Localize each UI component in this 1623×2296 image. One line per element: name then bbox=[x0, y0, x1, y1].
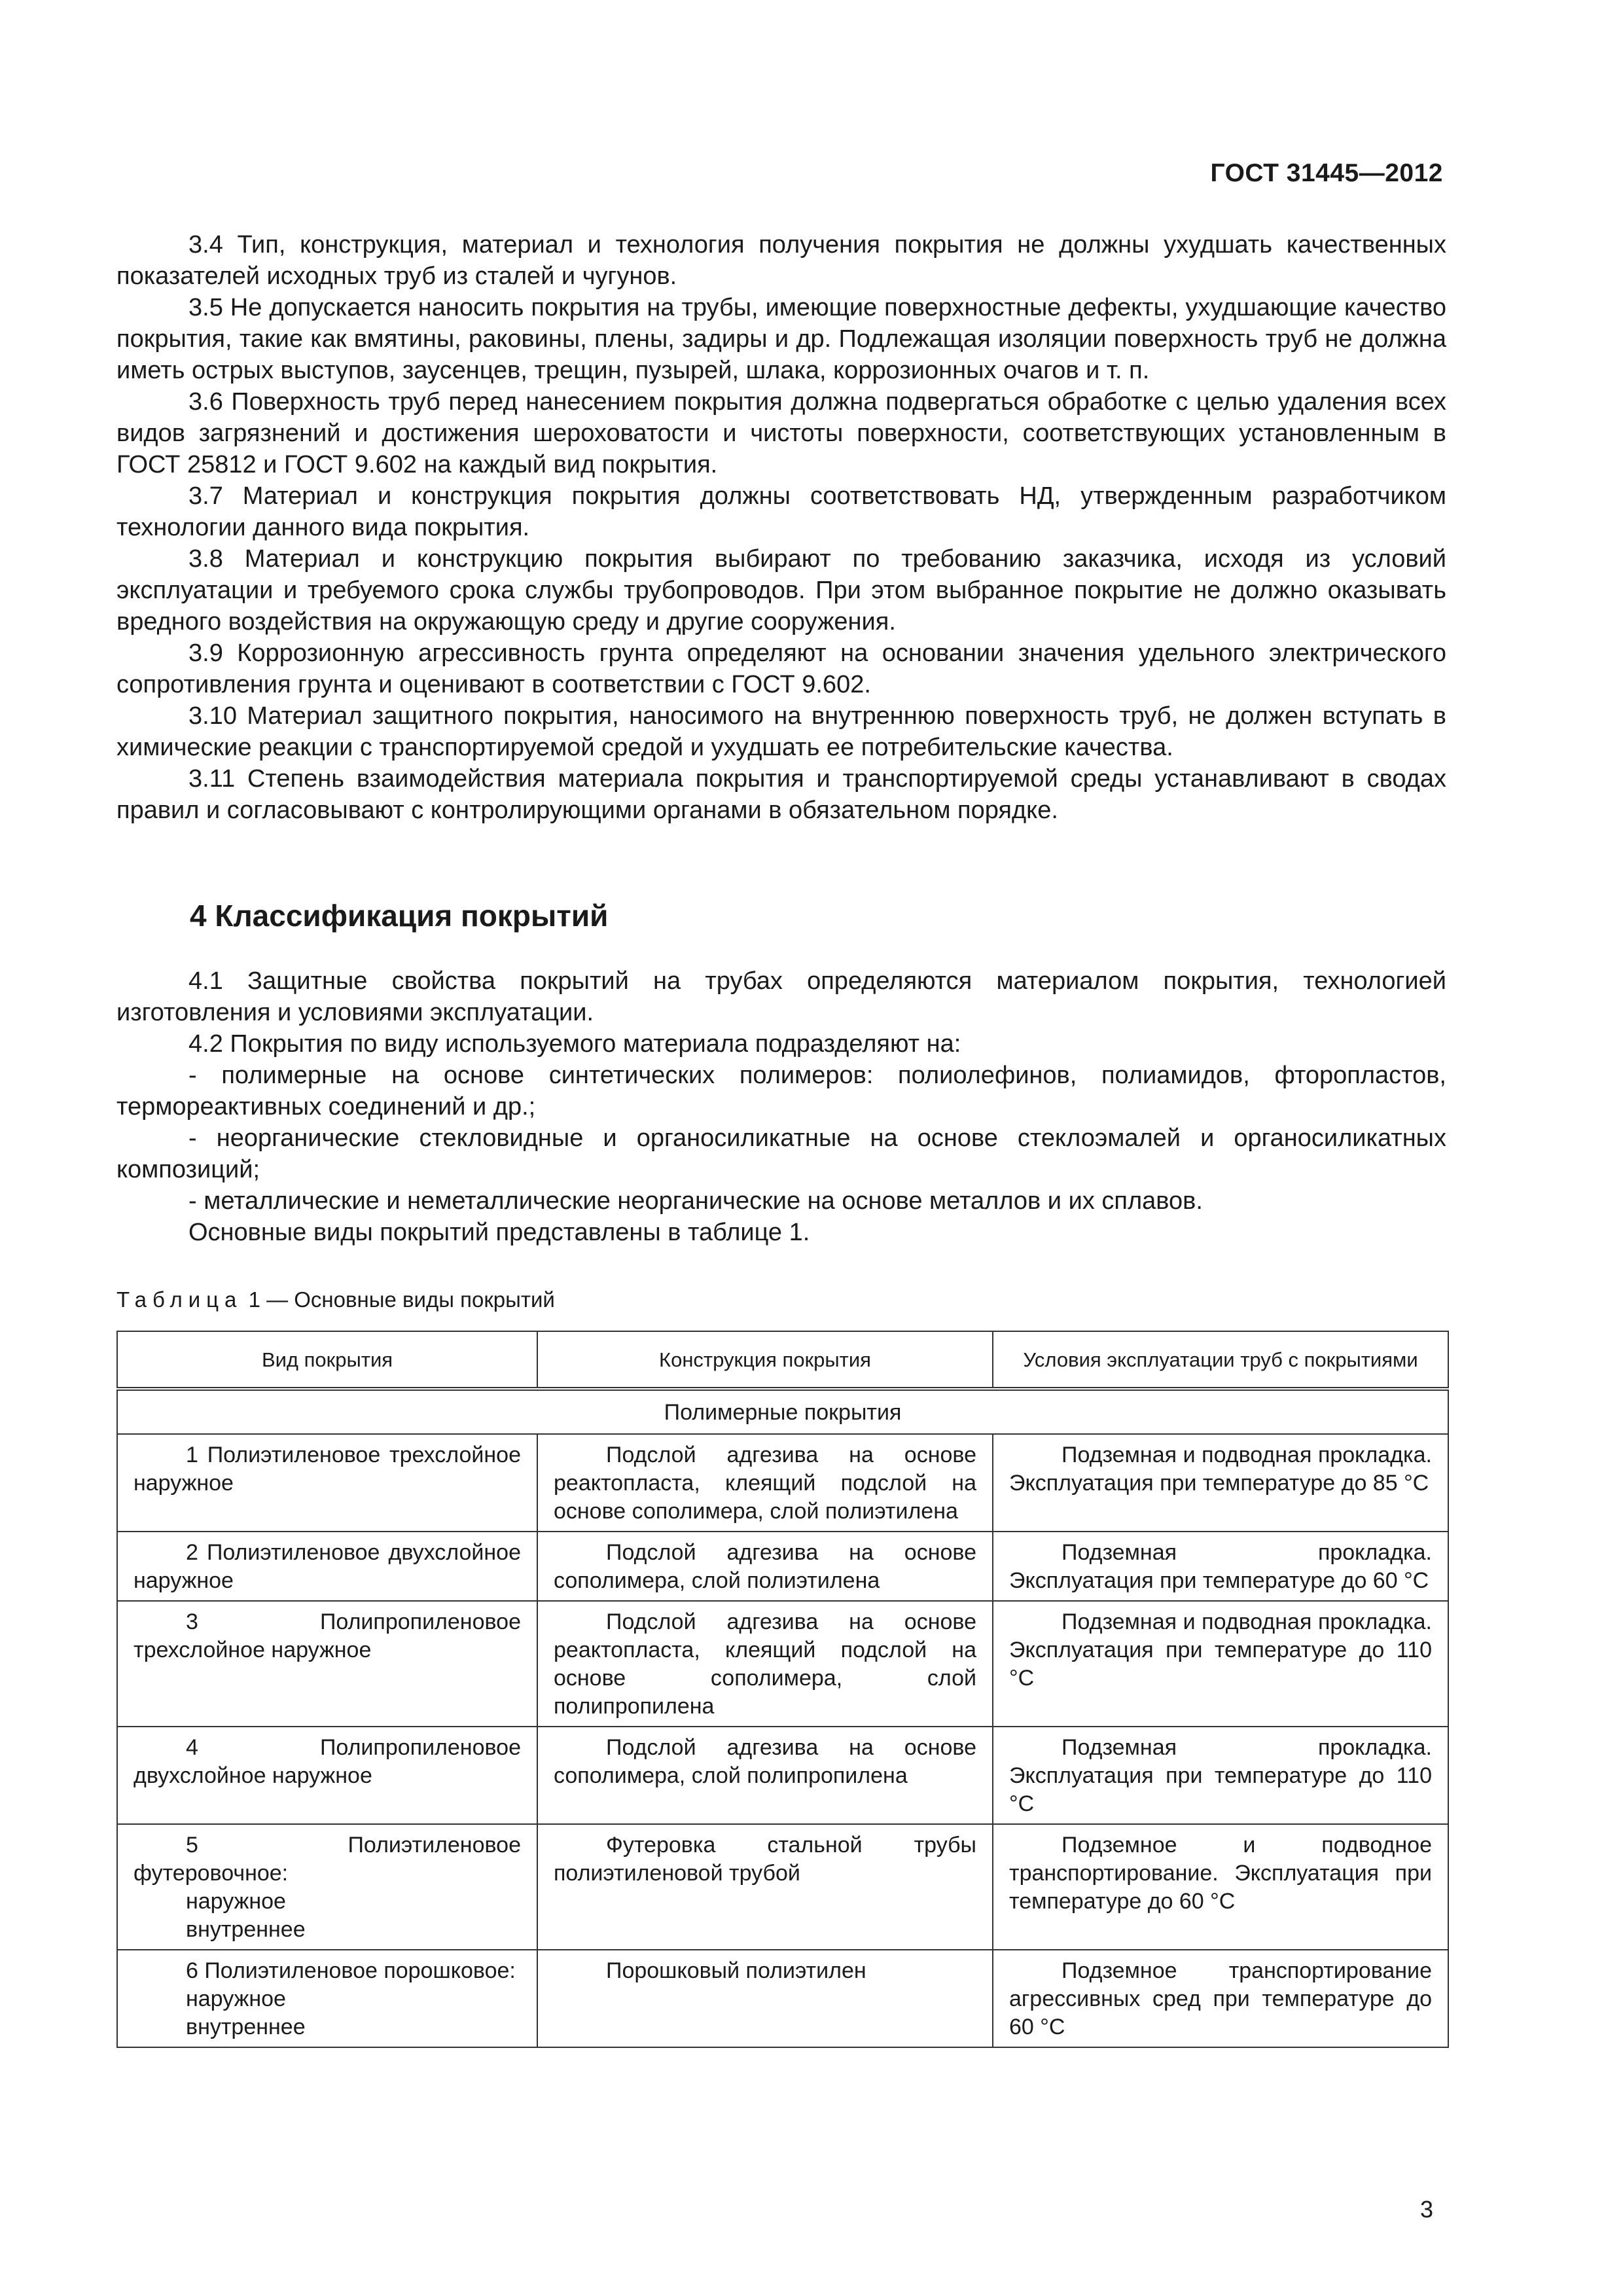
cell-construction: Подслой адгезива на основе реактопласта, клеящий подслой на основе сополимера, слой полипропилена bbox=[554, 1609, 976, 1719]
table-row bbox=[117, 1601, 1448, 1727]
cell-conditions: Подземное транспортирование агрессивных сред при температуре до 60 °С bbox=[1009, 1958, 1432, 2039]
column-header-type: Вид покрытия bbox=[117, 1331, 537, 1389]
cell-construction: Порошковый полиэтилен bbox=[606, 1958, 866, 1983]
paragraph-3-6: 3.6 Поверхность труб перед нанесением покрытия должна подвергаться обработке с целью удаления всех видов загрязнений и достижения шероховатости и чистоты поверхности, соответствующих установленным в ГОСТ 25812 и ГОСТ 9.602 на каждый вид покрытия. bbox=[116, 388, 1446, 478]
paragraph-3-11: 3.11 Степень взаимодействия материала покрытия и транспортируемой среды устанавливают в сводах правил и согласовывают с контролирующими органами в обязательном порядке. bbox=[116, 765, 1446, 824]
section-4-heading: 4 Классификация покрытий bbox=[190, 899, 609, 933]
cell-type-subitem: внутреннее bbox=[186, 1917, 306, 1942]
cell-conditions: Подземная и подводная прокладка. Эксплуатация при температуре до 85 °С bbox=[1009, 1443, 1432, 1496]
table-header-row bbox=[117, 1331, 1448, 1389]
cell-conditions: Подземная прокладка. Эксплуатация при температуре до 110 °С bbox=[1009, 1735, 1432, 1816]
document-id-header: ГОСТ 31445—2012 bbox=[1210, 159, 1443, 187]
cell-type: 1 Полиэтиленовое трехслойное наружное bbox=[134, 1443, 521, 1496]
paragraph-4-2: 4.2 Покрытия по виду используемого материала подразделяют на: bbox=[188, 1030, 961, 1058]
cell-type-subitem: внутреннее bbox=[186, 2015, 306, 2039]
list-item-inorganic: - неорганические стекловидные и органосиликатные на основе стеклоэмалей и органосиликатных композиций; bbox=[116, 1124, 1446, 1183]
cell-type: 4 Полипропиленовое двухслойное наружное bbox=[134, 1735, 521, 1788]
page-number: 3 bbox=[1420, 2196, 1434, 2223]
cell-type-subitem: наружное bbox=[186, 1889, 286, 1914]
cell-conditions: Подземная и подводная прокладка. Эксплуатация при температуре до 110 °С bbox=[1009, 1609, 1432, 1691]
cell-type: 5 Полиэтиленовое футеровочное: bbox=[134, 1833, 521, 1886]
paragraph-3-5: 3.5 Не допускается наносить покрытия на трубы, имеющие поверхностные дефекты, ухудшающие качество покрытия, такие как вмятины, раковины, плены, задиры и др. Подлежащая изоляции поверхность труб не должна иметь острых выступов, заусенцев, трещин, пузырей, шлака, коррозионных очагов и т. п. bbox=[116, 294, 1446, 384]
table-row bbox=[117, 1434, 1448, 1532]
table-row bbox=[117, 1950, 1448, 2047]
paragraph-3-7: 3.7 Материал и конструкция покрытия должны соответствовать НД, утвержденным разработчиком технологии данного вида покрытия. bbox=[116, 482, 1446, 541]
list-item-polymer: - полимерные на основе синтетических полимеров: полиолефинов, полиамидов, фторопластов, термореактивных соединений и др.; bbox=[116, 1062, 1446, 1121]
cell-type: 3 Полипропиленовое трехслойное наружное bbox=[134, 1609, 521, 1662]
paragraph-3-4: 3.4 Тип, конструкция, материал и технология получения покрытия не должны ухудшать качественных показателей исходных труб из сталей и чугунов. bbox=[116, 231, 1446, 290]
paragraph-4-1: 4.1 Защитные свойства покрытий на трубах определяются материалом покрытия, технологией изготовления и условиями эксплуатации. bbox=[116, 967, 1446, 1026]
table-reference: Основные виды покрытий представлены в таблице 1. bbox=[188, 1219, 810, 1246]
cell-construction: Подслой адгезива на основе реактопласта, клеящий подслой на основе сополимера, слой полиэтилена bbox=[554, 1443, 976, 1524]
cell-construction: Подслой адгезива на основе сополимера, слой полиэтилена bbox=[554, 1540, 976, 1593]
cell-type: 6 Полиэтиленовое порошковое: bbox=[186, 1958, 516, 1983]
section-4-text bbox=[116, 965, 1446, 1248]
paragraph-3-8: 3.8 Материал и конструкцию покрытия выбирают по требованию заказчика, исходя из условий эксплуатации и требуемого срока службы трубопроводов. При этом выбранное покрытие не должно оказывать вредного воздействия на окружающую среду и другие сооружения. bbox=[116, 545, 1446, 636]
list-item-metallic: - металлические и неметаллические неорганические на основе металлов и их сплавов. bbox=[188, 1187, 1203, 1215]
group-title: Полимерные покрытия bbox=[117, 1389, 1448, 1434]
cell-conditions: Подземное и подводное транспортирование. Эксплуатация при температуре до 60 °С bbox=[1009, 1833, 1432, 1914]
table-caption bbox=[116, 1287, 555, 1312]
cell-type-subitem: наружное bbox=[186, 1986, 286, 2011]
coatings-table bbox=[116, 1331, 1449, 2048]
paragraph-3-10: 3.10 Материал защитного покрытия, наносимого на внутреннюю поверхность труб, не должен вступать в химические реакции с транспортируемой средой и ухудшать ее потребительские качества. bbox=[116, 702, 1446, 761]
table-row bbox=[117, 1824, 1448, 1950]
column-header-conditions: Условия эксплуатации труб с покрытиями bbox=[993, 1331, 1448, 1389]
cell-conditions: Подземная прокладка. Эксплуатация при температуре до 60 °С bbox=[1009, 1540, 1432, 1593]
cell-type: 2 Полиэтиленовое двухслойное наружное bbox=[134, 1540, 521, 1593]
table-caption-title: 1 — Основные виды покрытий bbox=[248, 1287, 555, 1312]
table-row bbox=[117, 1532, 1448, 1601]
cell-construction: Футеровка стальной трубы полиэтиленовой трубой bbox=[554, 1833, 976, 1886]
column-header-construction: Конструкция покрытия bbox=[537, 1331, 993, 1389]
section-3-text bbox=[116, 229, 1446, 826]
paragraph-3-9: 3.9 Коррозионную агрессивность грунта определяют на основании значения удельного электрического сопротивления грунта и оценивают в соответствии с ГОСТ 9.602. bbox=[116, 639, 1446, 698]
table-row bbox=[117, 1727, 1448, 1824]
table-group-row bbox=[117, 1389, 1448, 1434]
table-caption-label: Таблица bbox=[116, 1287, 243, 1312]
cell-construction: Подслой адгезива на основе сополимера, слой полипропилена bbox=[554, 1735, 976, 1788]
